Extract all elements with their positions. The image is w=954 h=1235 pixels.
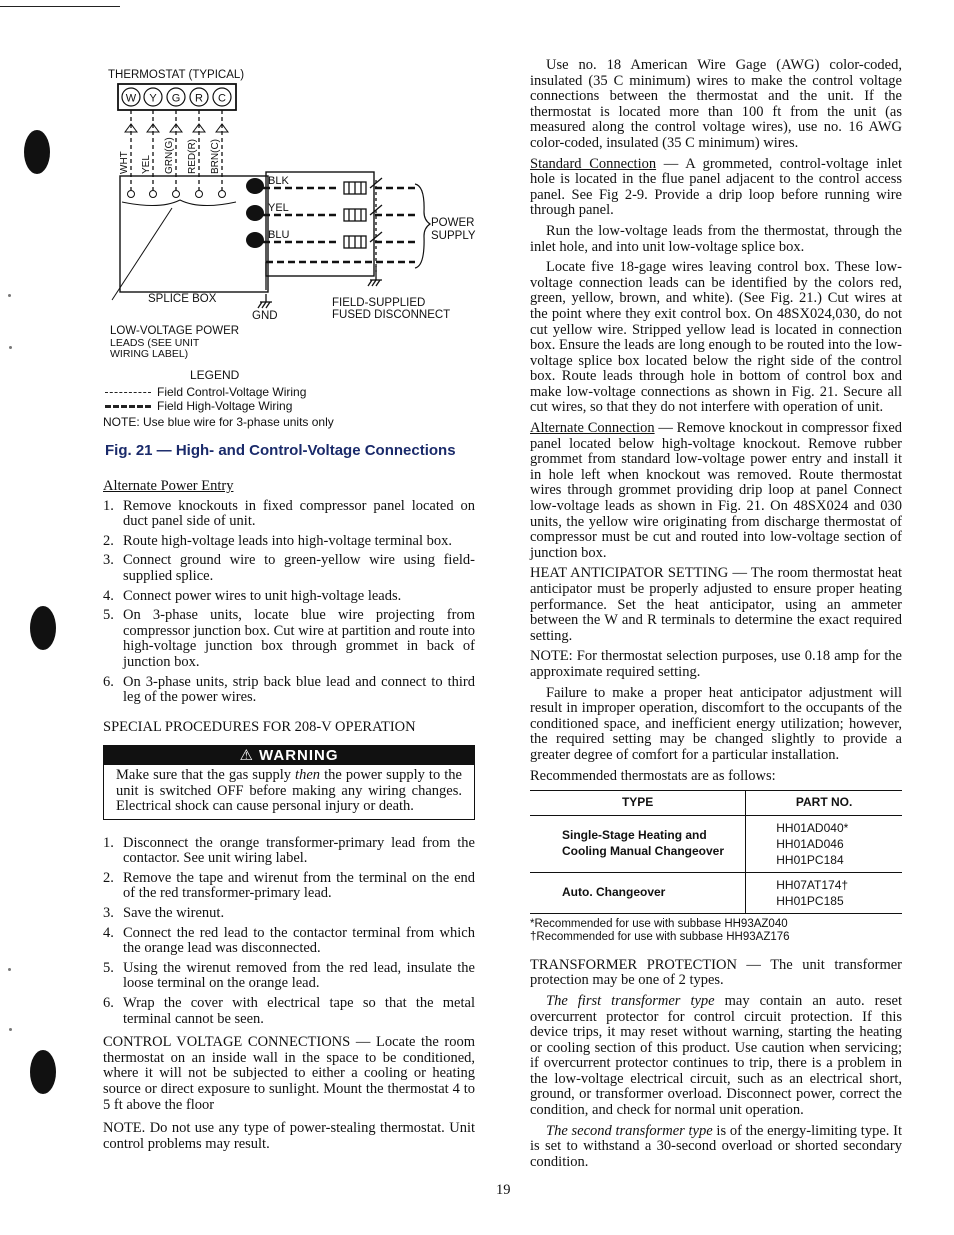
table-footnotes — [530, 918, 902, 944]
list-item: 4. Connect the red lead to the contactor terminal from which the orange lead was disconnected. — [103, 924, 475, 957]
scan-speck — [9, 346, 12, 349]
footnote: †Recommended for use with subbase HH93AZ176 — [530, 930, 790, 943]
power-supply-label — [431, 217, 478, 242]
standard-connection-paragraph: Standard Connection — A grommeted, control-voltage inlet hole is located in the flue panel adjacent to the control access panel. See Fig 2-9. Provide a drip loop before running wire through panel. — [530, 155, 902, 219]
header-rule — [0, 6, 120, 7]
terminal-letters — [126, 93, 226, 105]
legend-note: NOTE: Use blue wire for 3-phase units only — [103, 415, 334, 429]
terminal-letter: W — [125, 92, 137, 105]
first-transformer-paragraph: The first transformer type may contain an auto. reset overcurrent protector for control circuit protection. If this device trips, it may reset without warning, starting the heating or cooling section of this product. Use caution when servicing; if overcurrent protector continues to trip, there is a problem in the low-voltage electrical circuit, such as an electrical short, ground, or transformer overload. Disconnect power, correct the condition, and check for normal unit operation. — [530, 992, 903, 1119]
wire-label: WHT — [119, 151, 130, 174]
terminal-letter: G — [171, 92, 181, 105]
fuse-icons — [344, 182, 366, 248]
hv-connectors — [246, 178, 264, 248]
list-item: 1. Remove knockouts in fixed compressor panel located on duct panel side of unit. — [103, 497, 475, 530]
list-item: 1. Disconnect the orange transformer-primary lead from the contactor. See unit wiring label. — [103, 834, 475, 867]
col-part-header: PART NO. — [746, 791, 902, 816]
col-type-header: TYPE — [530, 791, 746, 816]
amp-note: NOTE: For thermostat selection purposes, use 0.18 amp for the approximate required setting. — [530, 648, 902, 680]
field-supplied-line: FIELD-SUPPLIED — [332, 297, 426, 309]
second-transformer-paragraph: The second transformer type is of the energy-limiting type. It is set to withstand a 30-second overload or shorted secondary condition. — [530, 1122, 902, 1170]
low-voltage-line: LEADS (SEE UNIT — [110, 337, 200, 349]
unit-splice-box — [120, 176, 268, 292]
wire-label: BRN(C) — [210, 139, 221, 174]
scan-speck — [9, 1028, 12, 1031]
page-number: 19 — [496, 1182, 511, 1198]
locate-five-paragraph: Locate five 18-gage wires leaving control box. These low-voltage connection leads can be identified by the colors red, green, yellow, brown, and white). (See Fig. 21.) Cut wires at the point where they exit control box. On 48SX024,030, do not cut yellow wire. Stripped yellow lead is located in connection box. Ensure the leads are long enough to be routed into the low-voltage splice box located below the right side of the control box. Route leads through hole in bottom of control box and make low-voltage connections as shown in Fig. 21. Secure all cut wires, so that they do not interfere with operation of unit. — [530, 259, 902, 416]
terminal-letter: C — [218, 92, 226, 105]
diagram-legend — [103, 368, 334, 429]
list-item: 2. Route high-voltage leads into high-voltage terminal box. — [103, 532, 452, 549]
figure-caption: Fig. 21 — High- and Control-Voltage Connections — [105, 442, 456, 459]
splice-bracket — [122, 200, 236, 206]
legend-control-label: Field Control-Voltage Wiring — [157, 385, 307, 399]
legend-high-label: Field High-Voltage Wiring — [157, 399, 293, 413]
control-wires — [131, 110, 222, 190]
terminal-letter: Y — [149, 92, 157, 105]
list-item: 2. Remove the tape and wirenut from the terminal on the end of the red transformer-primary lead. — [103, 869, 475, 902]
splice-symbols-bottom — [128, 191, 226, 198]
parts-cell: HH07AT174† HH01PC185 — [746, 872, 902, 913]
power-stealing-note: NOTE. Do not use any type of power-stealing thermostat. Unit control problems may result. — [103, 1120, 475, 1152]
scan-speck — [8, 968, 11, 971]
binder-hole-bottom — [30, 1050, 56, 1094]
type-cell: Single-Stage Heating and Cooling Manual Changeover — [530, 815, 746, 872]
parts-cell: HH01AD040* HH01AD046 HH01PC184 — [746, 815, 902, 872]
list-item: 6. Wrap the cover with electrical tape so that the metal terminal cannot be seen. — [103, 995, 475, 1027]
alt-power-steps — [103, 499, 475, 706]
recommended-line: Recommended thermostats are as follows: — [530, 767, 776, 784]
terminal-letter: R — [195, 92, 203, 105]
list-item: 3. Connect ground wire to green-yellow wire using field-supplied splice. — [103, 552, 475, 584]
low-voltage-line: LOW-VOLTAGE POWER — [110, 325, 240, 337]
control-line-swatch — [105, 392, 151, 393]
low-voltage-line: WIRING LABEL) — [110, 348, 189, 360]
field-supplied-line: FUSED DISCONNECT — [332, 309, 451, 321]
power-supply-brace — [415, 184, 430, 268]
transformer-paragraph: TRANSFORMER PROTECTION — The unit transformer protection may be one of 2 types. — [530, 956, 902, 989]
standard-connection-label: Standard Connection — [530, 155, 657, 172]
wire-label: YEL — [141, 155, 152, 174]
table-row — [530, 815, 902, 872]
type-cell: Auto. Changeover — [530, 872, 746, 913]
awg-paragraph: Use no. 18 American Wire Gage (AWG) color-coded, insulated (35 C minimum) wires to make the control voltage connections between the thermostat and the unit. If the thermostat is located more than 100 ft from the unit (as measured along the control voltage wires), use no. 16 AWG color-coded, insulated (35 C minimum) wires. — [530, 57, 902, 151]
conductor-label: YEL — [268, 202, 289, 214]
splice-box-label: SPLICE BOX — [148, 293, 217, 305]
list-item: 3. Save the wirenut. — [103, 905, 225, 922]
disconnect-switch-icons — [370, 178, 382, 272]
high-line-swatch — [105, 405, 151, 408]
low-voltage-label — [110, 321, 244, 360]
binder-hole-middle — [30, 606, 56, 650]
warning-text: Make sure that the gas supply then the power supply to the unit is switched OFF before making any wiring changes. Electrical shock can cause personal injury or death. — [116, 766, 462, 815]
legend-title: LEGEND — [190, 368, 240, 382]
alt-power-entry-link: Alternate Power Entry — [103, 478, 234, 494]
wire-labels — [119, 137, 221, 174]
wire-label: RED(R) — [187, 139, 198, 174]
control-voltage-paragraph: CONTROL VOLTAGE CONNECTIONS — Locate the room thermostat on an inside wall in the space to be conditioned, where it will not be subjected to either a cooling or heating source or direct exposure to sunlight. Mount the thermostat 4 to 5 ft above the floor — [103, 1034, 475, 1113]
legend-high-row — [105, 399, 334, 413]
legend-control-row — [105, 385, 334, 399]
thermostat-label: THERMOSTAT (TYPICAL) — [108, 69, 245, 81]
list-item: 5. Using the wirenut removed from the red lead, insulate the loose terminal on the orange lead. — [103, 959, 475, 992]
run-leads-paragraph: Run the low-voltage leads from the thermostat, through the inlet hole, and into unit low-voltage splice box. — [530, 222, 902, 255]
wire-label: GRN(G) — [164, 137, 175, 174]
alt-power-heading — [103, 479, 475, 495]
hv-wires — [263, 188, 415, 262]
heat-anticipator-paragraph: HEAT ANTICIPATOR SETTING — The room thermostat heat anticipator must be properly adjusted to ensure proper heating performance. Set the heat anticipator, using an ammeter between the W and R terminals to determine the exact required setting. — [530, 565, 902, 644]
warning-title: ⚠ WARNING — [104, 746, 474, 765]
binder-hole-top — [24, 130, 50, 174]
footnote: *Recommended for use with subbase HH93AZ040 — [530, 917, 788, 930]
list-item: 4. Connect power wires to unit high-voltage leads. — [103, 587, 402, 604]
field-supplied-label — [332, 297, 450, 321]
left-column — [103, 479, 475, 1157]
power-supply-line: SUPPLY — [431, 230, 476, 242]
warning-box — [103, 745, 475, 819]
list-item: 5. On 3-phase units, locate blue wire projecting from compressor junction box. Cut wire at partition and route into high-voltage junction box through grommet in back of junction box. — [103, 607, 475, 670]
special-steps — [103, 836, 475, 1028]
scan-speck — [8, 294, 11, 297]
conductor-labels — [268, 175, 289, 241]
thermostat-table — [530, 790, 902, 914]
conductor-label: BLU — [268, 229, 290, 241]
gnd-label: GND — [252, 310, 278, 322]
right-column — [530, 58, 902, 1175]
failure-paragraph: Failure to make a proper heat anticipator adjustment will result in improper operation, discomfort to the occupants of the conditioned space, and inefficient energy utilization; however, the required setting may be changed slightly to provide a greater degree of comfort for a particular installation. — [530, 684, 902, 763]
power-supply-line: POWER — [431, 217, 475, 229]
alternate-connection-label: Alternate Connection — [530, 420, 655, 437]
list-item: 6. On 3-phase units, strip back blue lead and connect to third leg of the power wires. — [103, 673, 475, 706]
conductor-label: BLK — [268, 175, 289, 187]
alternate-connection-paragraph: Alternate Connection — Remove knockout in compressor fixed panel located below high-voltage knockout. Remove rubber grommet from standard low-voltage power entry and install it in hole left when knockout was removed. Route thermostat wires through grommet providing drip loop at panel Connect low-voltage leads as shown in Fig. 21. On 48SX024 and 030 units, the yellow wire originating from discharge thermostat of compressor must be cut and routed into low-voltage section of junction box. — [530, 420, 903, 561]
special-procedures-heading: SPECIAL PROCEDURES FOR 208-V OPERATION — [103, 718, 416, 735]
table-row — [530, 872, 902, 913]
leader-line — [112, 208, 172, 300]
